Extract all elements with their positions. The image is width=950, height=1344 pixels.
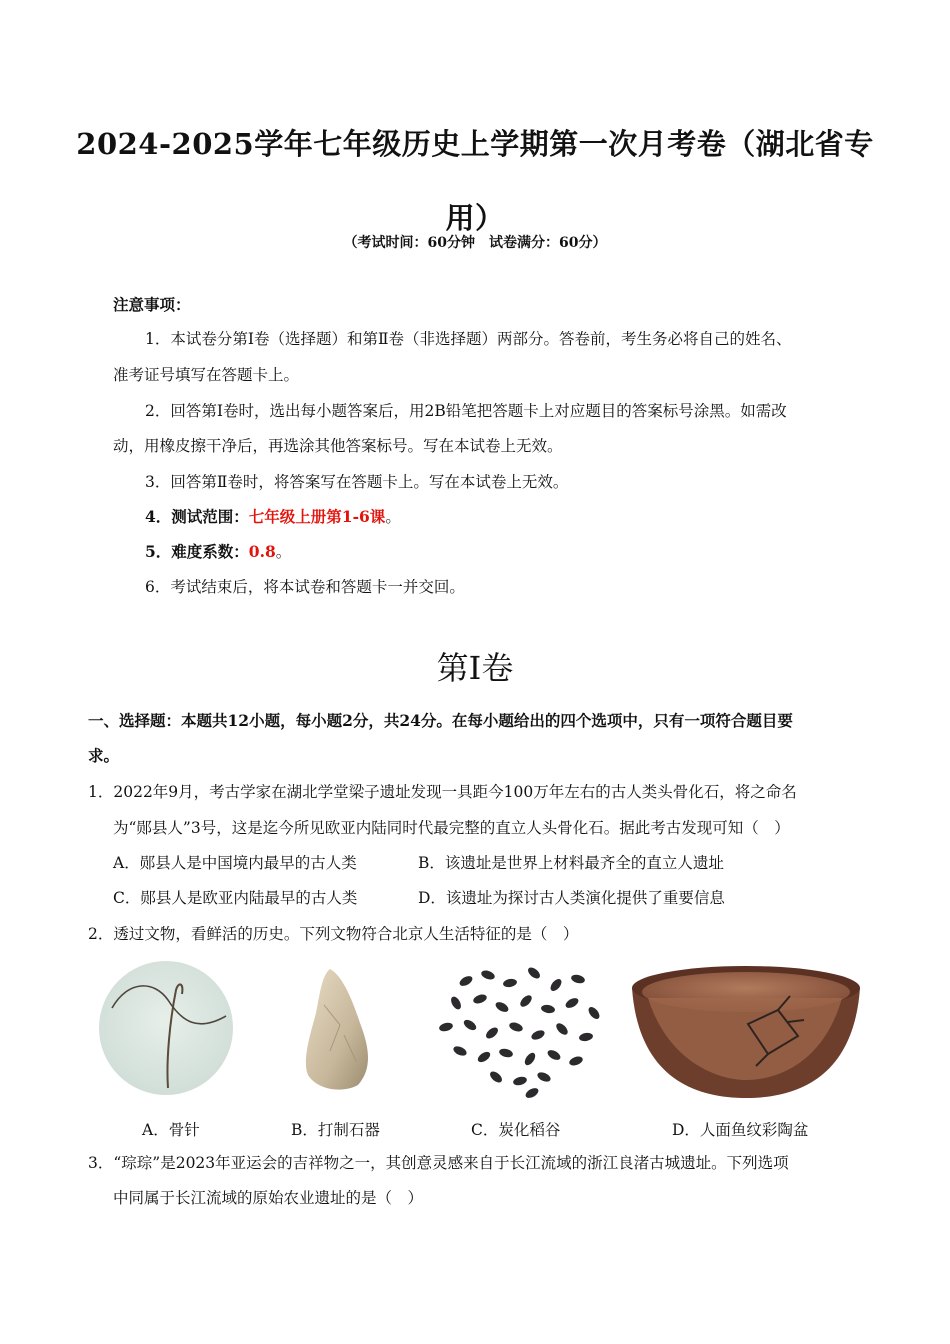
q1-stem-a: 1．2022年9月，考古学家在湖北学堂梁子遗址发现一具距今100万年左右的古人类头骨化石，将之命名 <box>88 783 797 801</box>
q2-option-d: D．人面鱼纹彩陶盆 <box>672 1121 809 1139</box>
page-title-line1: 2024-2025学年七年级历史上学期第一次月考卷（湖北省专 <box>76 127 874 161</box>
note-5-end: 。 <box>275 543 292 561</box>
q1-stem-b: 为“郧县人”3号，这是迄今所见欧亚内陆同时代最完整的直立人头骨化石。据此考古发现可知（ ） <box>113 819 790 837</box>
part-one-line2: 求。 <box>88 746 120 765</box>
q1-option-c: C．郧县人是欧亚内陆最早的古人类 <box>113 889 358 907</box>
carbonized-rice-image <box>436 963 606 1098</box>
q3-stem-b: 中同属于长江流域的原始农业遗址的是（ ） <box>113 1189 424 1207</box>
q1-option-d: D．该遗址为探讨古人类演化提供了重要信息 <box>418 889 725 907</box>
part-one-line1: 一、选择题：本题共12小题，每小题2分，共24分。在每小题给出的四个选项中，只有一项符合题目要 <box>88 711 793 730</box>
note-4-end: 。 <box>385 508 401 526</box>
exam-meta: （考试时间：60分钟 试卷满分：60分） <box>343 235 607 251</box>
note-4-value: 七年级上册第1-6课 <box>248 507 386 526</box>
q2-option-a: A．骨针 <box>142 1121 200 1139</box>
note-3: 3．回答第Ⅱ卷时，将答案写在答题卡上。写在本试卷上无效。 <box>145 473 569 491</box>
note-4 <box>145 506 401 528</box>
q3-stem-a: 3．“琮琮”是2023年亚运会的吉祥物之一，其创意灵感来自于长江流域的浙江良渚古城遗址。下列选项 <box>88 1154 789 1172</box>
notes-heading: 注意事项： <box>113 295 191 314</box>
note-2a: 2．回答第Ⅰ卷时，选出每小题答案后，用2B铅笔把答题卡上对应题目的答案标号涂黑。如需改 <box>145 402 787 420</box>
q1-option-a: A．郧县人是中国境内最早的古人类 <box>113 854 357 872</box>
page-title-line2: 用） <box>445 201 505 235</box>
note-4-label: 4．测试范围： <box>145 507 249 526</box>
stone-tool-image <box>300 965 375 1093</box>
painted-pottery-basin-image <box>628 962 864 1100</box>
note-5-label: 5．难度系数： <box>145 542 249 561</box>
q2-option-b: B．打制石器 <box>291 1121 380 1139</box>
note-2b: 动，用橡皮擦干净后，再选涂其他答案标号。写在本试卷上无效。 <box>113 437 563 455</box>
note-1a: 1．本试卷分第Ⅰ卷（选择题）和第Ⅱ卷（非选择题）两部分。答卷前，考生务必将自己的姓名、 <box>145 330 792 348</box>
q2-stem: 2．透过文物，看鲜活的历史。下列文物符合北京人生活特征的是（ ） <box>88 925 579 943</box>
q1-option-b: B．该遗址是世界上材料最齐全的直立人遗址 <box>418 854 724 872</box>
section-title: 第Ⅰ卷 <box>436 649 514 687</box>
note-5 <box>145 541 291 563</box>
bone-needle-image <box>98 960 234 1096</box>
q2-option-c: C．炭化稻谷 <box>471 1121 561 1139</box>
note-6: 6．考试结束后，将本试卷和答题卡一并交回。 <box>145 578 465 596</box>
note-5-value: 0.8 <box>248 542 276 561</box>
note-1b: 准考证号填写在答题卡上。 <box>113 366 300 384</box>
